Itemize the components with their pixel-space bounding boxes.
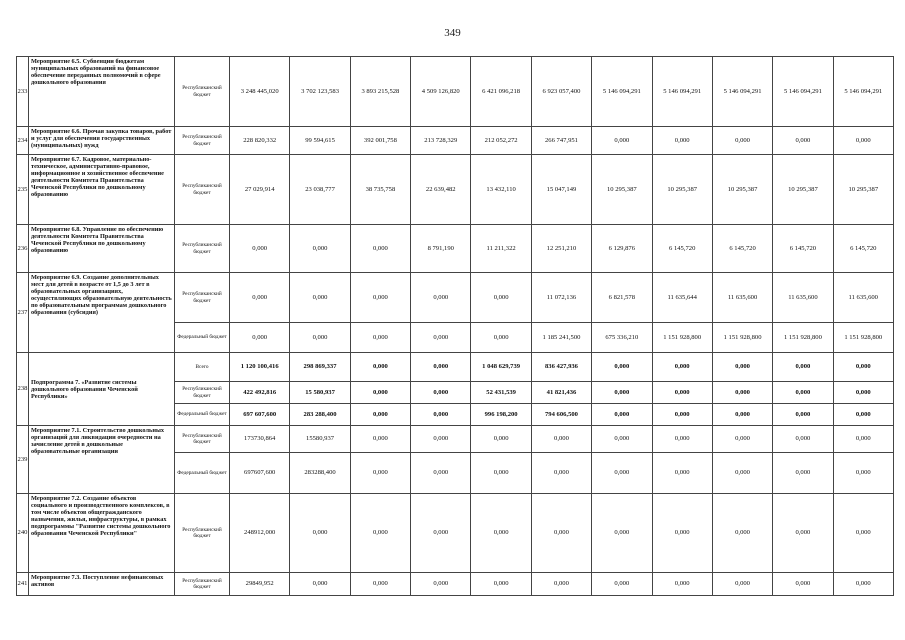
amount-cell: 11 635,600 (712, 273, 772, 323)
amount-cell: 10 295,387 (833, 155, 893, 225)
amount-cell: 0,000 (652, 494, 712, 573)
amount-cell: 0,000 (773, 573, 833, 596)
amount-cell: 10 295,387 (773, 155, 833, 225)
amount-cell: 29849,952 (230, 573, 290, 596)
amount-cell: 0,000 (411, 426, 471, 453)
amount-cell: 0,000 (833, 494, 893, 573)
activity-name: Мероприятие 6.9. Создание дополнительных мест для детей в возрасте от 1,5 до 3 лет в образовательных организациях, осуществляющих образовательную деятельность по образовательным программам дошкольного образования (субсидия) (29, 273, 175, 353)
page-number: 349 (444, 27, 461, 39)
amount-cell: 0,000 (411, 323, 471, 353)
amount-cell: 5 146 094,291 (592, 57, 652, 127)
amount-cell: 697607,600 (230, 453, 290, 494)
amount-cell: 0,000 (350, 426, 410, 453)
amount-cell: 1 048 629,739 (471, 353, 531, 382)
funding-source: Республиканский бюджет (175, 573, 230, 596)
amount-cell: 0,000 (350, 453, 410, 494)
amount-cell: 283 288,400 (290, 404, 350, 426)
activity-name: Подпрограмма 7. «Развитие системы дошкольного образования Чеченской Республики» (29, 353, 175, 426)
funding-source: Федеральный бюджет (175, 404, 230, 426)
activity-name: Мероприятие 6.8. Управление по обеспечению деятельности Комитета Правительства Чеченской Республики по дошкольному образованию (29, 225, 175, 273)
amount-cell: 0,000 (773, 453, 833, 494)
amount-cell: 99 594,615 (290, 127, 350, 155)
amount-cell: 27 029,914 (230, 155, 290, 225)
activity-name: Мероприятие 7.1. Строительство дошкольных организаций для ликвидации очередности на зачисление детей в дошкольные образовательные организации (29, 426, 175, 494)
amount-cell: 0,000 (350, 323, 410, 353)
amount-cell: 15 047,149 (531, 155, 591, 225)
amount-cell: 0,000 (652, 453, 712, 494)
amount-cell: 794 606,500 (531, 404, 591, 426)
amount-cell: 422 492,816 (230, 382, 290, 404)
amount-cell: 0,000 (471, 453, 531, 494)
amount-cell: 10 295,387 (712, 155, 772, 225)
amount-cell: 0,000 (471, 494, 531, 573)
amount-cell: 0,000 (471, 426, 531, 453)
amount-cell: 0,000 (712, 494, 772, 573)
amount-cell: 0,000 (411, 273, 471, 323)
amount-cell: 0,000 (411, 573, 471, 596)
amount-cell: 213 728,329 (411, 127, 471, 155)
amount-cell: 0,000 (652, 404, 712, 426)
amount-cell: 0,000 (411, 382, 471, 404)
amount-cell: 0,000 (290, 494, 350, 573)
amount-cell: 1 151 928,800 (773, 323, 833, 353)
funding-source: Федеральный бюджет (175, 453, 230, 494)
amount-cell: 0,000 (712, 573, 772, 596)
row-index: 238 (17, 353, 29, 426)
row-index: 241 (17, 573, 29, 596)
amount-cell: 0,000 (350, 404, 410, 426)
activity-name: Мероприятие 7.3. Поступление нефинансовых активов (29, 573, 175, 596)
amount-cell: 1 185 241,500 (531, 323, 591, 353)
amount-cell: 0,000 (411, 453, 471, 494)
amount-cell: 0,000 (773, 382, 833, 404)
amount-cell: 173730,864 (230, 426, 290, 453)
amount-cell: 6 145,720 (773, 225, 833, 273)
amount-cell: 0,000 (592, 494, 652, 573)
amount-cell: 3 893 215,528 (350, 57, 410, 127)
amount-cell: 0,000 (833, 127, 893, 155)
amount-cell: 0,000 (230, 225, 290, 273)
amount-cell: 1 151 928,800 (652, 323, 712, 353)
amount-cell: 11 635,600 (773, 273, 833, 323)
amount-cell: 675 336,210 (592, 323, 652, 353)
table-row (17, 573, 894, 596)
amount-cell: 0,000 (230, 323, 290, 353)
amount-cell: 0,000 (833, 573, 893, 596)
amount-cell: 0,000 (350, 273, 410, 323)
amount-cell: 0,000 (833, 426, 893, 453)
table-row (17, 426, 894, 453)
amount-cell: 52 431,539 (471, 382, 531, 404)
amount-cell: 0,000 (652, 426, 712, 453)
row-index: 239 (17, 426, 29, 494)
amount-cell: 6 129,876 (592, 225, 652, 273)
amount-cell: 1 151 928,800 (712, 323, 772, 353)
amount-cell: 0,000 (592, 382, 652, 404)
amount-cell: 836 427,936 (531, 353, 591, 382)
amount-cell: 0,000 (471, 273, 531, 323)
amount-cell: 0,000 (833, 382, 893, 404)
amount-cell: 6 145,720 (652, 225, 712, 273)
amount-cell: 4 509 126,820 (411, 57, 471, 127)
amount-cell: 0,000 (712, 353, 772, 382)
amount-cell: 0,000 (592, 426, 652, 453)
amount-cell: 1 151 928,800 (833, 323, 893, 353)
table-row (17, 225, 894, 273)
amount-cell: 248912,000 (230, 494, 290, 573)
amount-cell: 6 145,720 (712, 225, 772, 273)
amount-cell: 298 869,337 (290, 353, 350, 382)
activity-name: Мероприятие 6.7. Кадровое, материально-техническое, административно-правовое, информационное и хозяйственное обеспечение деятельности Комитета Правительства Чеченской Республики по дошкольному образованию (29, 155, 175, 225)
amount-cell: 0,000 (712, 382, 772, 404)
amount-cell: 0,000 (773, 353, 833, 382)
amount-cell: 15580,937 (290, 426, 350, 453)
amount-cell: 23 038,777 (290, 155, 350, 225)
amount-cell: 6 421 096,218 (471, 57, 531, 127)
funding-source: Республиканский бюджет (175, 127, 230, 155)
funding-source: Республиканский бюджет (175, 225, 230, 273)
table-row (17, 155, 894, 225)
amount-cell: 0,000 (290, 323, 350, 353)
amount-cell: 996 198,200 (471, 404, 531, 426)
amount-cell: 10 295,387 (652, 155, 712, 225)
amount-cell: 0,000 (652, 353, 712, 382)
amount-cell: 0,000 (531, 494, 591, 573)
amount-cell: 0,000 (531, 426, 591, 453)
amount-cell: 0,000 (773, 426, 833, 453)
amount-cell: 6 923 057,400 (531, 57, 591, 127)
amount-cell: 10 295,387 (592, 155, 652, 225)
row-index: 236 (17, 225, 29, 273)
amount-cell: 0,000 (592, 127, 652, 155)
amount-cell: 0,000 (652, 382, 712, 404)
amount-cell: 0,000 (411, 353, 471, 382)
row-index: 233 (17, 57, 29, 127)
amount-cell: 0,000 (712, 453, 772, 494)
amount-cell: 0,000 (652, 127, 712, 155)
amount-cell: 212 052,272 (471, 127, 531, 155)
amount-cell: 0,000 (411, 494, 471, 573)
amount-cell: 0,000 (833, 353, 893, 382)
amount-cell: 0,000 (833, 453, 893, 494)
amount-cell: 0,000 (471, 573, 531, 596)
amount-cell: 0,000 (592, 453, 652, 494)
table-row (17, 353, 894, 382)
funding-source: Республиканский бюджет (175, 494, 230, 573)
amount-cell: 0,000 (773, 494, 833, 573)
amount-cell: 11 635,600 (833, 273, 893, 323)
amount-cell: 5 146 094,291 (773, 57, 833, 127)
amount-cell: 697 607,600 (230, 404, 290, 426)
funding-source: Всего (175, 353, 230, 382)
amount-cell: 0,000 (350, 494, 410, 573)
table-row (17, 127, 894, 155)
amount-cell: 0,000 (531, 453, 591, 494)
amount-cell: 15 580,937 (290, 382, 350, 404)
amount-cell: 0,000 (592, 573, 652, 596)
amount-cell: 0,000 (712, 426, 772, 453)
amount-cell: 283288,400 (290, 453, 350, 494)
funding-source: Республиканский бюджет (175, 155, 230, 225)
amount-cell: 0,000 (290, 273, 350, 323)
budget-table (16, 56, 894, 596)
amount-cell: 0,000 (230, 273, 290, 323)
amount-cell: 0,000 (290, 225, 350, 273)
amount-cell: 266 747,951 (531, 127, 591, 155)
amount-cell: 0,000 (712, 404, 772, 426)
row-index: 234 (17, 127, 29, 155)
amount-cell: 0,000 (773, 127, 833, 155)
activity-name: Мероприятие 6.5. Субвенции бюджетам муниципальных образований на финансовое обеспечение переданных полномочий в сфере дошкольного образования (29, 57, 175, 127)
amount-cell: 13 432,110 (471, 155, 531, 225)
funding-source: Федеральный бюджет (175, 323, 230, 353)
amount-cell: 0,000 (411, 404, 471, 426)
amount-cell: 5 146 094,291 (712, 57, 772, 127)
row-index: 237 (17, 273, 29, 353)
funding-source: Республиканский бюджет (175, 57, 230, 127)
amount-cell: 5 146 094,291 (652, 57, 712, 127)
amount-cell: 3 702 123,583 (290, 57, 350, 127)
amount-cell: 11 211,322 (471, 225, 531, 273)
amount-cell: 0,000 (350, 225, 410, 273)
activity-name: Мероприятие 7.2. Создание объектов социального и производственного комплексов, в том числе объектов общегражданского назначения, жилья, инфраструктуры, в рамках подпрограммы "Развитие системы дошкольного образования Чеченской Республики" (29, 494, 175, 573)
amount-cell: 0,000 (712, 127, 772, 155)
amount-cell: 392 001,758 (350, 127, 410, 155)
amount-cell: 0,000 (471, 323, 531, 353)
amount-cell: 41 821,436 (531, 382, 591, 404)
row-index: 235 (17, 155, 29, 225)
row-index: 240 (17, 494, 29, 573)
amount-cell: 0,000 (350, 573, 410, 596)
amount-cell: 0,000 (350, 353, 410, 382)
amount-cell: 0,000 (652, 573, 712, 596)
amount-cell: 228 820,332 (230, 127, 290, 155)
amount-cell: 0,000 (350, 382, 410, 404)
amount-cell: 11 072,136 (531, 273, 591, 323)
amount-cell: 0,000 (833, 404, 893, 426)
table-row (17, 273, 894, 323)
amount-cell: 0,000 (290, 573, 350, 596)
amount-cell: 6 821,578 (592, 273, 652, 323)
amount-cell: 38 735,758 (350, 155, 410, 225)
amount-cell: 12 251,210 (531, 225, 591, 273)
amount-cell: 0,000 (773, 404, 833, 426)
amount-cell: 0,000 (592, 353, 652, 382)
amount-cell: 1 120 100,416 (230, 353, 290, 382)
amount-cell: 0,000 (592, 404, 652, 426)
amount-cell: 22 639,482 (411, 155, 471, 225)
funding-source: Республиканский бюджет (175, 273, 230, 323)
amount-cell: 0,000 (531, 573, 591, 596)
funding-source: Республиканский бюджет (175, 426, 230, 453)
funding-source: Республиканский бюджет (175, 382, 230, 404)
table-row (17, 494, 894, 573)
amount-cell: 3 248 445,020 (230, 57, 290, 127)
activity-name: Мероприятие 6.6. Прочая закупка товаров, работ и услуг для обеспечения государственных (муниципальных) нужд (29, 127, 175, 155)
table-row (17, 57, 894, 127)
amount-cell: 6 145,720 (833, 225, 893, 273)
amount-cell: 5 146 094,291 (833, 57, 893, 127)
amount-cell: 8 791,190 (411, 225, 471, 273)
amount-cell: 11 635,644 (652, 273, 712, 323)
